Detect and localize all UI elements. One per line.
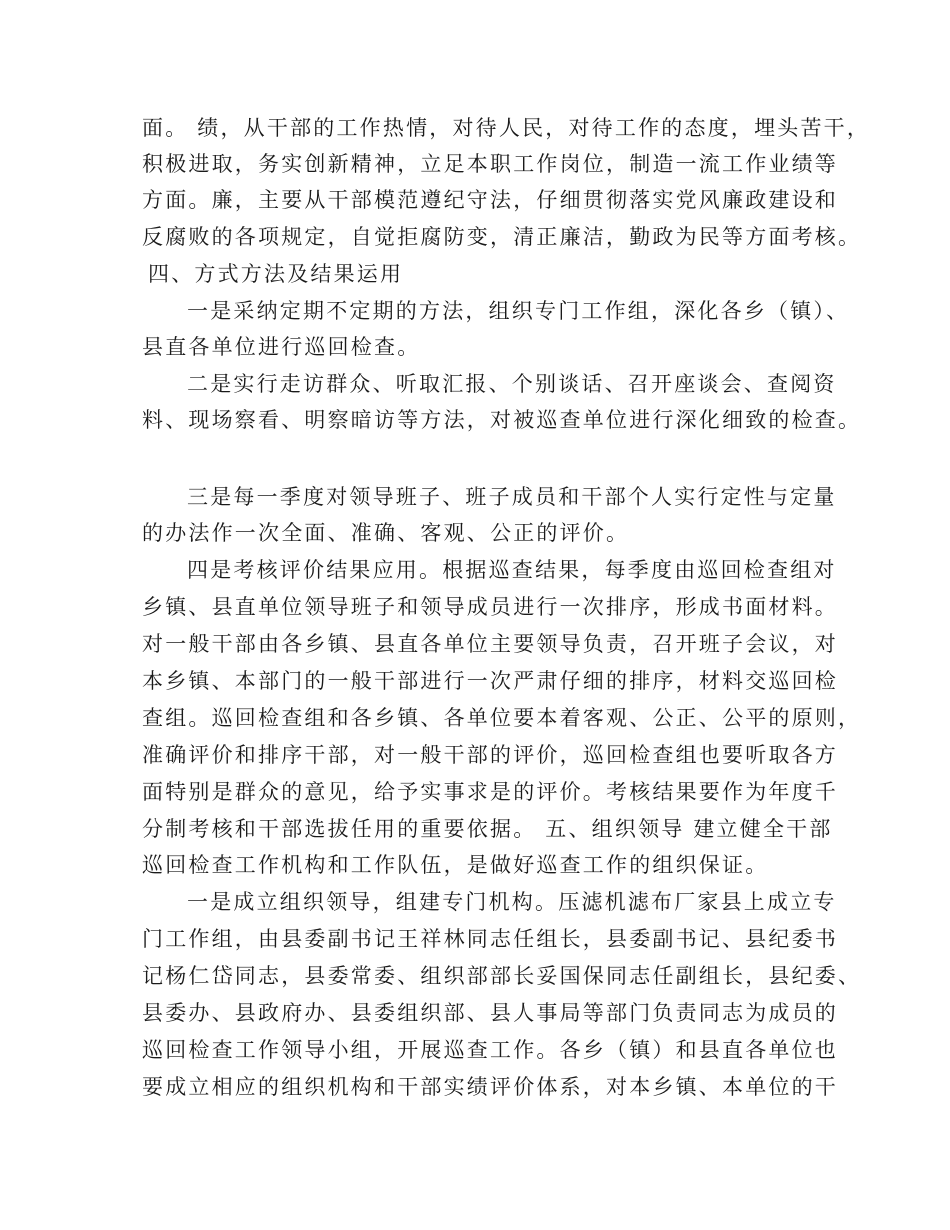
text-line: 面。 绩，从干部的工作热情，对待人民，对待工作的态度，埋头苦干， — [142, 116, 871, 140]
text-line: 一是采纳定期不定期的方法，组织专门工作组，深化各乡（镇）、 — [187, 299, 850, 323]
text-line: 一是成立组织领导，组建专门机构。压滤机滤布厂家县上成立专 — [187, 890, 837, 914]
text-line: 料、现场察看、明察暗访等方法，对被巡查单位进行深化细致的检查。 — [142, 408, 862, 432]
text-line: 的办法作一次全面、准确、客观、公正的评价。 — [142, 521, 630, 545]
text-line: 县委办、县政府办、县委组织部、县人事局等部门负责同志为成员的 — [142, 1001, 838, 1025]
text-line: 本乡镇、本部门的一般干部进行一次严肃仔细的排序，材料交巡回检 — [142, 669, 838, 693]
text-line: 分制考核和干部选拔任用的重要依据。 五、组织领导 建立健全干部 — [142, 817, 833, 841]
text-line: 记杨仁岱同志，县委常委、组织部部长妥国保同志任副组长，县纪委、 — [142, 964, 862, 988]
text-line: 巡回检查工作领导小组，开展巡查工作。各乡（镇）和县直各单位也 — [142, 1038, 838, 1062]
section-heading: 四、方式方法及结果运用 — [148, 262, 404, 286]
text-line: 积极进取，务实创新精神，立足本职工作岗位，制造一流工作业绩等 — [142, 152, 838, 176]
text-line: 反腐败的各项规定，自觉拒腐防变，清正廉洁，勤政为民等方面考核。 — [142, 225, 862, 249]
text-line: 县直各单位进行巡回检查。 — [142, 335, 421, 359]
text-line: 二是实行走访群众、听取汇报、个别谈话、召开座谈会、查阅资 — [187, 372, 837, 396]
text-line: 三是每一季度对领导班子、班子成员和干部个人实行定性与定量 — [187, 485, 837, 509]
text-line: 要成立相应的组织机构和干部实绩评价体系，对本乡镇、本单位的干 — [142, 1075, 838, 1099]
text-line: 准确评价和排序干部，对一般干部的评价，巡回检查组也要听取各方 — [142, 743, 838, 767]
text-line: 面特别是群众的意见，给予实事求是的评价。考核结果要作为年度千 — [142, 780, 838, 804]
text-line: 对一般干部由各乡镇、县直各单位主要领导负责，召开班子会议，对 — [142, 632, 838, 656]
text-line: 四是考核评价结果应用。根据巡查结果，每季度由巡回检查组对 — [187, 558, 837, 582]
text-line: 方面。廉，主要从干部模范遵纪守法，仔细贯彻落实党风廉政建设和 — [142, 188, 838, 212]
text-line: 巡回检查工作机构和工作队伍，是做好巡查工作的组织保证。 — [142, 853, 769, 877]
text-line: 查组。巡回检查组和各乡镇、各单位要本着客观、公正、公平的原则， — [142, 706, 862, 730]
text-line: 门工作组，由县委副书记王祥林同志任组长，县委副书记、县纪委书 — [142, 927, 838, 951]
text-line: 乡镇、县直单位领导班子和领导成员进行一次排序，形成书面材料。 — [142, 595, 838, 619]
